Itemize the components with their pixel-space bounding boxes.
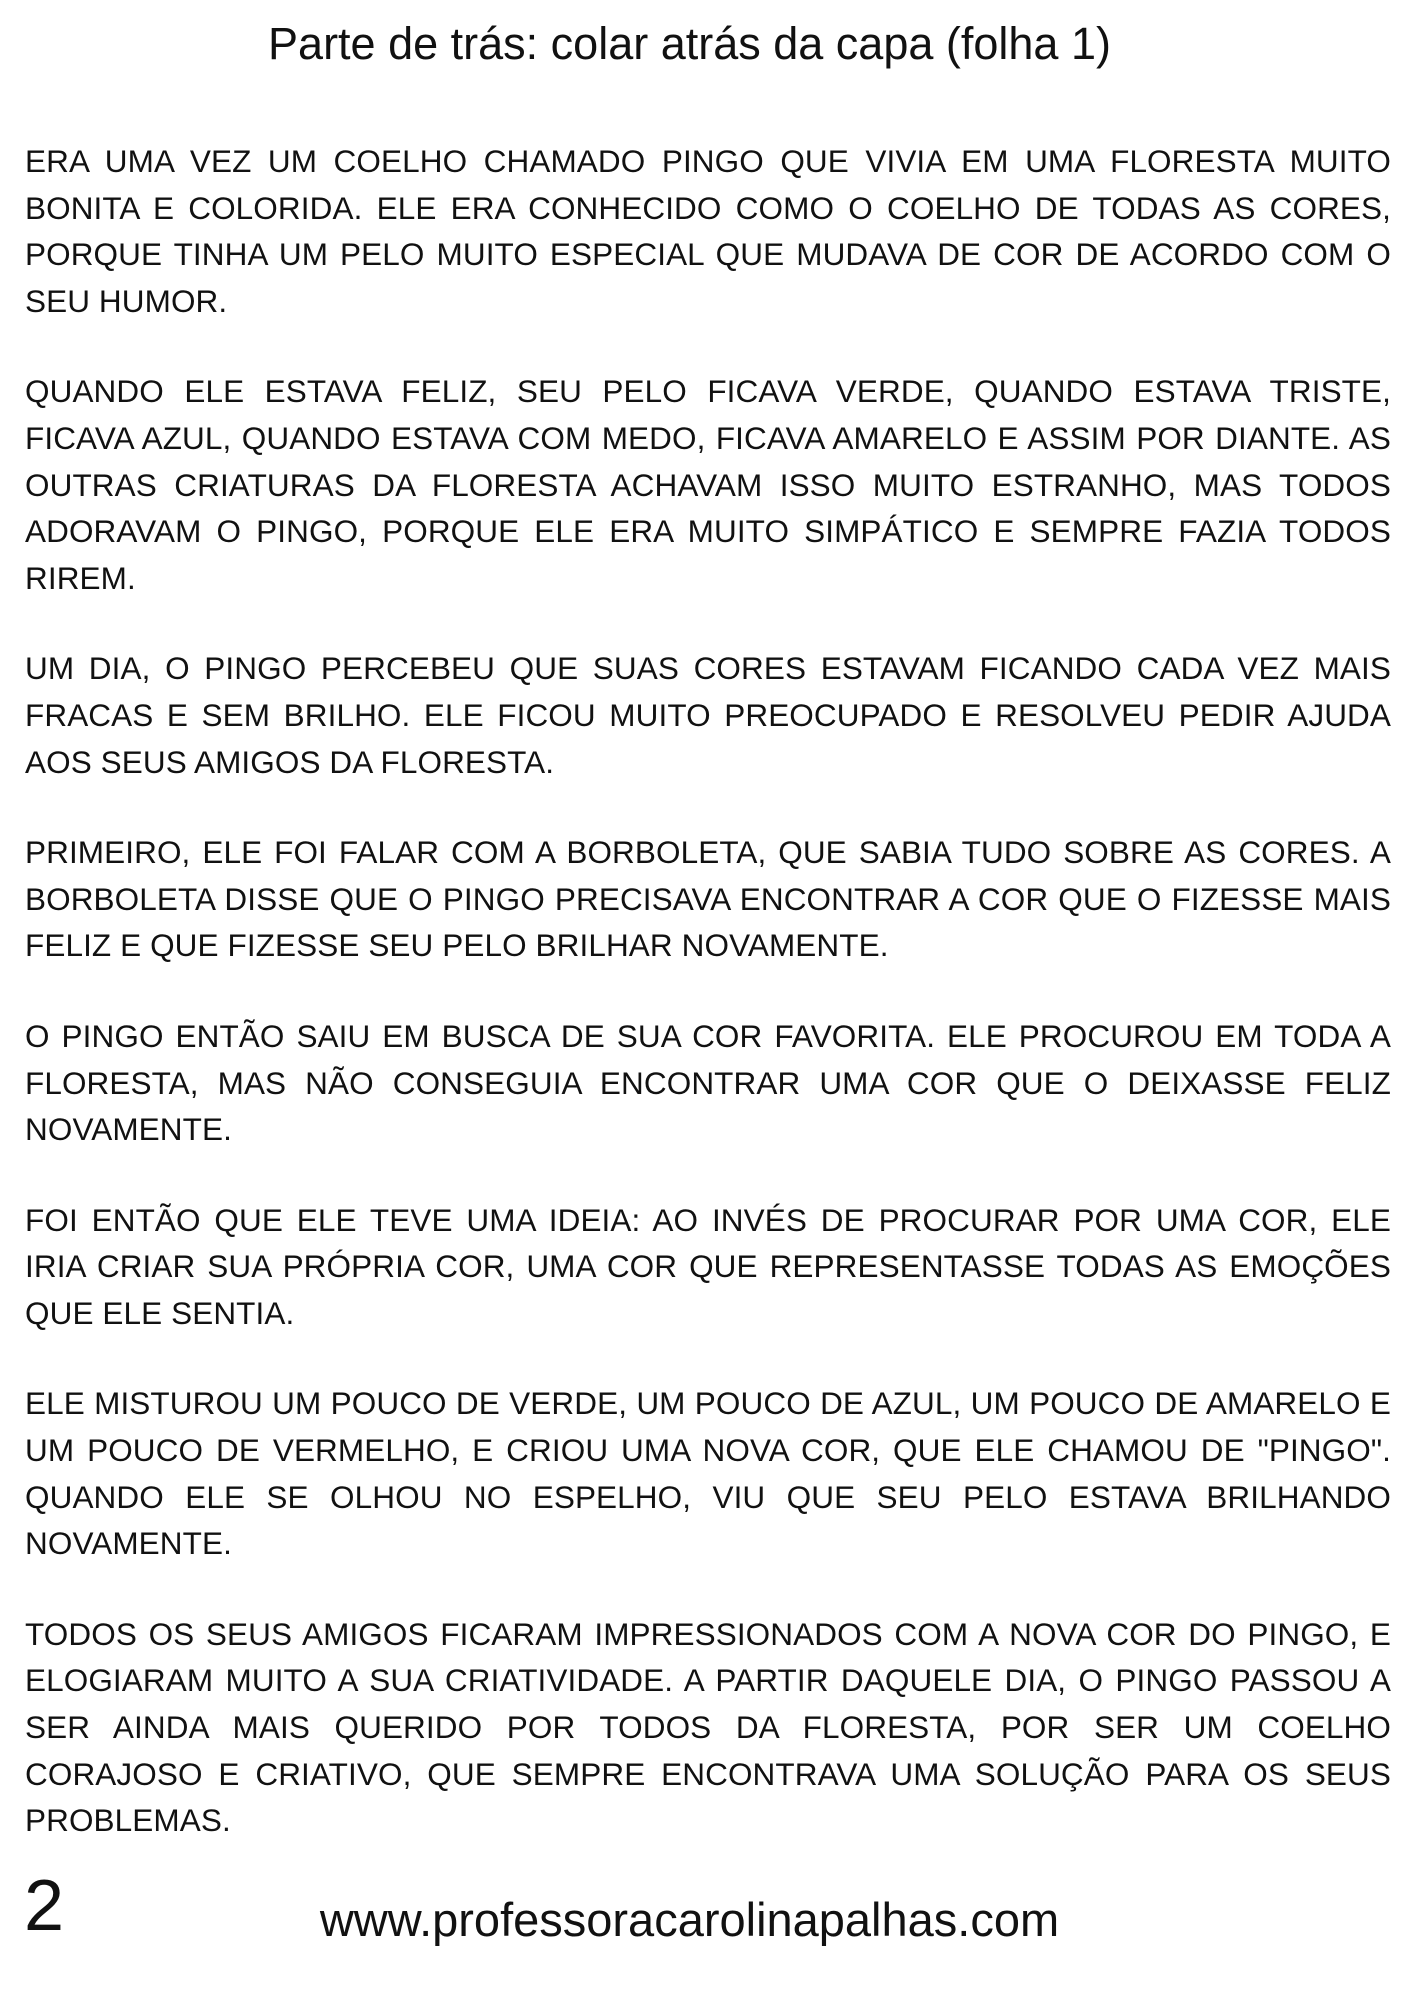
story-paragraph-5: O PINGO ENTÃO SAIU EM BUSCA DE SUA COR FAVORITA. ELE PROCUROU EM TODA A FLORESTA, MAS NÃO CONSEGUIA ENCONTRAR UMA COR QUE O DEIXASSE FELIZ NOVAMENTE. xyxy=(25,1017,1391,1148)
page-number: 2 xyxy=(24,1866,65,1946)
website-url: www.professoracarolinapalhas.com xyxy=(319,1893,1060,1946)
story-paragraph-3: UM DIA, O PINGO PERCEBEU QUE SUAS CORES ESTAVAM FICANDO CADA VEZ MAIS FRACAS E SEM BRILHO. ELE FICOU MUITO PREOCUPADO E RESOLVEU PEDIR AJUDA AOS SEUS AMIGOS DA FLORESTA. xyxy=(25,650,1391,780)
page-title: Parte de trás: colar atrás da capa (folha 1) xyxy=(268,18,1111,69)
story-paragraph-6: FOI ENTÃO QUE ELE TEVE UMA IDEIA: AO INVÉS DE PROCURAR POR UMA COR, ELE IRIA CRIAR SUA PRÓPRIA COR, UMA COR QUE REPRESENTASSE TODAS AS EMOÇÕES QUE ELE SENTIA. xyxy=(25,1201,1391,1331)
story-paragraph-2: QUANDO ELE ESTAVA FELIZ, SEU PELO FICAVA VERDE, QUANDO ESTAVA TRISTE, FICAVA AZUL, QUANDO ESTAVA COM MEDO, FICAVA AMARELO E ASSIM POR DIANTE. AS OUTRAS CRIATURAS DA FLORESTA ACHAVAM ISSO MUITO ESTRANHO, MAS TODOS ADORAVAM O PINGO, PORQUE ELE ERA MUITO SIMPÁTICO E SEMPRE FAZIA TODOS RIREM. xyxy=(25,373,1391,596)
story-paragraph-1: ERA UMA VEZ UM COELHO CHAMADO PINGO QUE VIVIA EM UMA FLORESTA MUITO BONITA E COLORIDA. ELE ERA CONHECIDO COMO O COELHO DE TODAS AS CORES, PORQUE TINHA UM PELO MUITO ESPECIAL QUE MUDAVA DE COR DE ACORDO COM O SEU HUMOR. xyxy=(25,143,1391,319)
story-paragraph-7: ELE MISTUROU UM POUCO DE VERDE, UM POUCO DE AZUL, UM POUCO DE AMARELO E UM POUCO DE VERMELHO, E CRIOU UMA NOVA COR, QUE ELE CHAMOU DE "PINGO". QUANDO ELE SE OLHOU NO ESPELHO, VIU QUE SEU PELO ESTAVA BRILHANDO NOVAMENTE. xyxy=(25,1385,1391,1562)
story-text xyxy=(25,138,1391,1888)
story-paragraph-4: PRIMEIRO, ELE FOI FALAR COM A BORBOLETA, QUE SABIA TUDO SOBRE AS CORES. A BORBOLETA DISSE QUE O PINGO PRECISAVA ENCONTRAR A COR QUE O FIZESSE MAIS FELIZ E QUE FIZESSE SEU PELO BRILHAR NOVAMENTE. xyxy=(25,834,1391,964)
story-paragraph-8: TODOS OS SEUS AMIGOS FICARAM IMPRESSIONADOS COM A NOVA COR DO PINGO, E ELOGIARAM MUITO A SUA CRIATIVIDADE. A PARTIR DAQUELE DIA, O PINGO PASSOU A SER AINDA MAIS QUERIDO POR TODOS DA FLORESTA, POR SER UM COELHO CORAJOSO E CRIATIVO, QUE SEMPRE ENCONTRAVA UMA SOLUÇÃO PARA OS SEUS PROBLEMAS. xyxy=(25,1615,1391,1839)
